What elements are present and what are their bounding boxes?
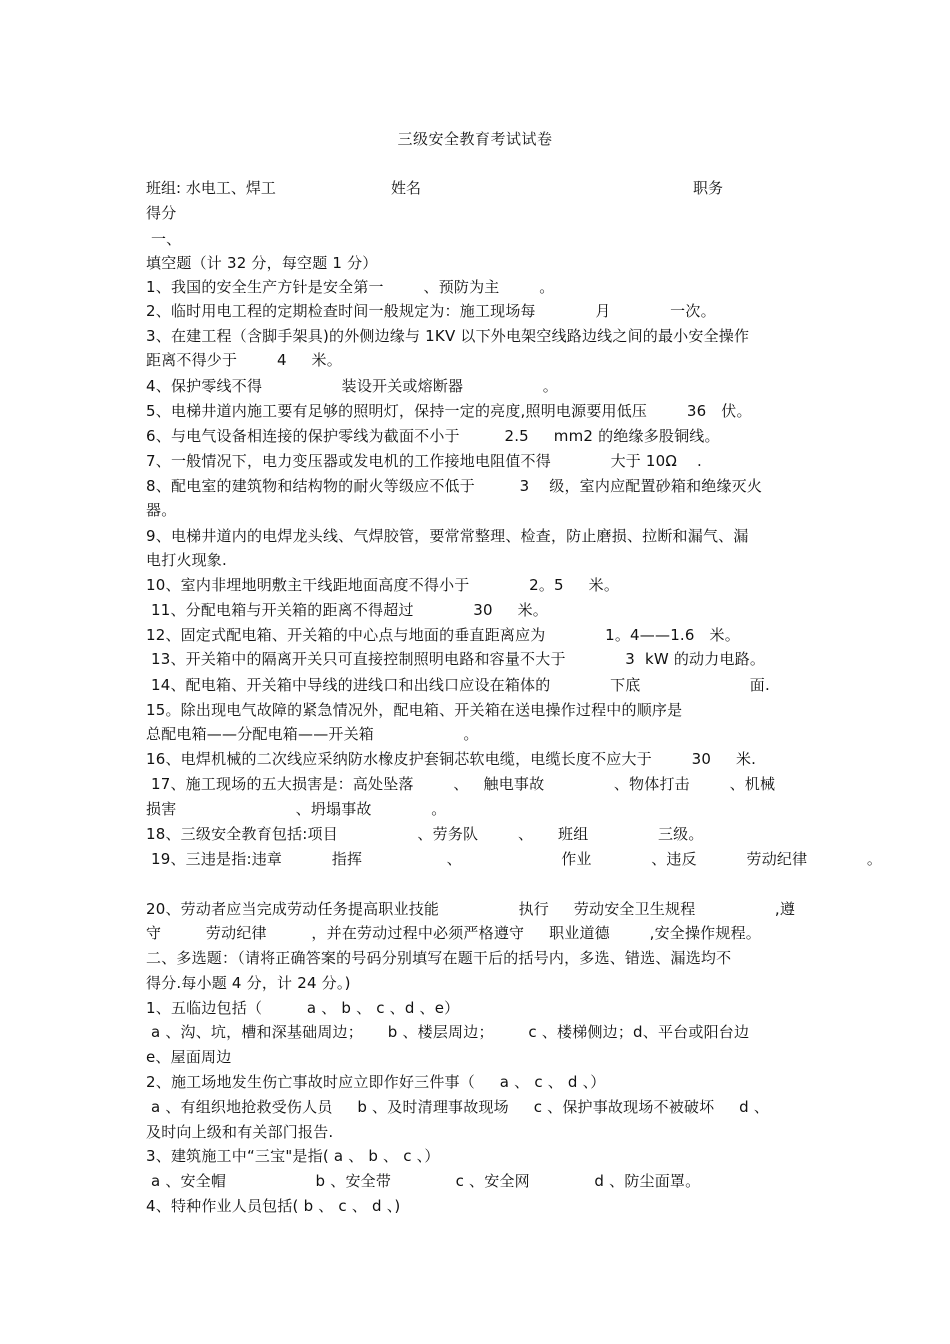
question-line: 19、三违是指:违章 指挥 、 作业 、违反 劳动纪律 。 bbox=[146, 850, 883, 868]
question-line: 6、与电气设备相连接的保护零线为截面不小于 2.5 mm2 的绝缘多股铜线。 bbox=[146, 427, 720, 445]
team-field: 班组: 水电工、焊工 bbox=[146, 179, 276, 197]
question-line: 5、电梯井道内施工要有足够的照明灯，保持一定的亮度,照明电源要用低压 36 伏。 bbox=[146, 402, 752, 420]
question-line: 16、电焊机械的二次线应采纳防水橡皮护套铜芯软电缆，电缆长度不应大于 30 米. bbox=[146, 750, 757, 768]
question-line: 及时向上级和有关部门报告. bbox=[146, 1123, 334, 1141]
question-line: a 、安全帽 b 、安全带 c 、安全网 d 、防尘面罩。 bbox=[146, 1172, 701, 1190]
question-line: 器。 bbox=[146, 501, 177, 519]
score-field: 得分 bbox=[146, 204, 177, 222]
question-line: 3、建筑施工中“三宝"是指( a 、 b 、 c 、） bbox=[146, 1147, 440, 1165]
question-line: 二、多选题：（请将正确答案的号码分别填写在题干后的括号内，多选、错选、漏选均不 bbox=[146, 949, 732, 967]
question-line: 18、三级安全教育包括:项目 、劳务队 、 班组 三级。 bbox=[146, 825, 704, 843]
question-line: 17、施工现场的五大损害是：高处坠落 、 触电事故 、物体打击 、机械 bbox=[146, 775, 776, 793]
question-line: 守 劳动纪律 ，并在劳动过程中必须严格遵守 职业道德 ,安全操作规程。 bbox=[146, 924, 761, 942]
question-line: 1、五临边包括（ a 、 b 、 c 、d 、e） bbox=[146, 999, 460, 1017]
question-line: 10、室内非埋地明敷主干线距地面高度不得小于 2。5 米。 bbox=[146, 576, 620, 594]
question-line: 13、开关箱中的隔离开关只可直接控制照明电路和容量不大于 3 kW 的动力电路。 bbox=[146, 650, 766, 668]
question-line: 2、临时用电工程的定期检查时间一般规定为：施工现场每 月 一次。 bbox=[146, 302, 716, 320]
question-line: 14、配电箱、开关箱中导线的进线口和出线口应设在箱体的 下底 面. bbox=[146, 676, 770, 694]
question-line: 损害 、坍塌事故 。 bbox=[146, 800, 447, 818]
question-line: a 、有组织地抢救受伤人员 b 、及时清理事故现场 c 、保护事故现场不被破坏 d 、 bbox=[146, 1098, 770, 1116]
question-line: 8、配电室的建筑物和结构物的耐火等级应不低于 3 级，室内应配置砂箱和绝缘灭火 bbox=[146, 477, 763, 495]
question-line: a 、沟、坑，槽和深基础周边； b 、楼层周边； c 、楼梯侧边；d、平台或阳台边 bbox=[146, 1023, 750, 1041]
question-line: 12、固定式配电箱、开关箱的中心点与地面的垂直距离应为 1。4——1.6 米。 bbox=[146, 626, 740, 644]
question-line: e、屋面周边 bbox=[146, 1048, 232, 1066]
question-line: 得分.每小题 4 分，计 24 分。) bbox=[146, 974, 351, 992]
question-line: 2、施工场地发生伤亡事故时应立即作好三件事（ a 、 c 、 d 、） bbox=[146, 1073, 606, 1091]
question-line: 20、劳动者应当完成劳动任务提高职业技能 执行 劳动安全卫生规程 ,遵 bbox=[146, 900, 796, 918]
section-number: 一、 bbox=[146, 230, 182, 248]
question-line: 总配电箱——分配电箱——开关箱 。 bbox=[146, 725, 479, 743]
question-line: 4、特种作业人员包括( b 、 c 、 d 、) bbox=[146, 1197, 401, 1215]
question-line: 1、我国的安全生产方针是安全第一 、预防为主 。 bbox=[146, 278, 555, 296]
question-line: 15。除出现电气故障的紧急情况外，配电箱、开关箱在送电操作过程中的顺序是 bbox=[146, 701, 683, 719]
position-field: 职务 bbox=[693, 179, 724, 197]
page-title: 三级安全教育考试试卷 bbox=[397, 130, 553, 148]
question-line: 7、一般情况下，电力变压器或发电机的工作接地电阻值不得 大于 10Ω . bbox=[146, 452, 702, 470]
question-line: 4、保护零线不得 装设开关或熔断器 。 bbox=[146, 377, 558, 395]
question-line: 9、电梯井道内的电焊龙头线、气焊胶管，要常常整理、检查，防止磨损、拉断和漏气、漏 bbox=[146, 527, 749, 545]
section-heading: 填空题（计 32 分，每空题 1 分） bbox=[146, 254, 378, 272]
question-line: 3、在建工程（含脚手架具)的外侧边缘与 1KV 以下外电架空线路边线之间的最小安全操作 bbox=[146, 327, 750, 345]
question-line: 距离不得少于 4 米。 bbox=[146, 351, 342, 369]
question-line: 11、分配电箱与开关箱的距离不得超过 30 米。 bbox=[146, 601, 549, 619]
name-field: 姓名 bbox=[391, 179, 422, 197]
exam-header bbox=[146, 177, 826, 197]
question-line: 电打火现象. bbox=[146, 551, 227, 569]
